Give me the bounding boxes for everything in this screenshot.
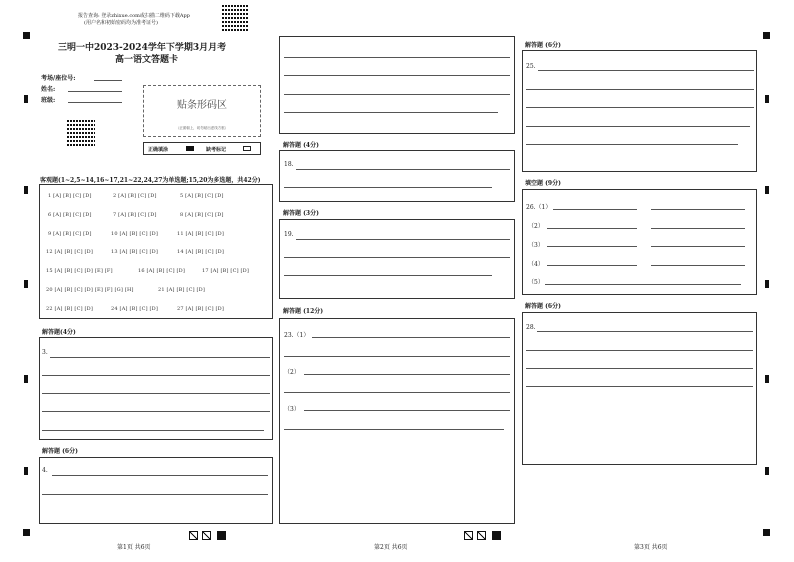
mc-item[interactable]: 20 [A] [B] [C] [D] [E] [F] [G] [H] — [46, 287, 134, 293]
q18-answer-box[interactable] — [279, 150, 515, 202]
correct-fill-sample-icon — [186, 146, 194, 151]
mc-item[interactable]: 10 [A] [B] [C] [D] — [111, 231, 159, 237]
q28-header: 解答题 (6分) — [525, 303, 561, 310]
q19-header: 解答题 (3分) — [283, 210, 319, 217]
mc-item[interactable]: 12 [A] [B] [C] [D] — [46, 249, 94, 255]
q3-header: 解答题(4分) — [42, 329, 76, 336]
timing-mark — [765, 375, 769, 383]
q17-answer-box[interactable] — [279, 36, 515, 134]
mc-item[interactable]: 14 [A] [B] [C] [D] — [177, 249, 225, 255]
mc-item[interactable]: 7 [A] [B] [C] [D] — [113, 212, 157, 218]
name-label: 姓名: — [41, 86, 56, 93]
barcode-area — [143, 85, 261, 137]
q26-answer-box[interactable] — [522, 189, 757, 295]
q23-header: 解答题 (12分) — [283, 308, 324, 315]
fiducial-mark-icon — [217, 531, 226, 540]
mc-item[interactable]: 6 [A] [B] [C] [D] — [48, 212, 92, 218]
corner-mark-bl — [23, 529, 30, 536]
mc-item[interactable]: 15 [A] [B] [C] [D] [E] [F] — [46, 268, 113, 274]
q23-part1: 23.（1） — [284, 332, 310, 339]
timing-mark — [765, 186, 769, 194]
objective-box — [39, 184, 273, 319]
mc-item[interactable]: 13 [A] [B] [C] [D] — [111, 249, 159, 255]
timing-mark — [24, 186, 28, 194]
fiducial-mark-icon — [477, 531, 486, 540]
top-note: 报告查询: 登录zhixue.com或扫描二维码下载App — [78, 13, 190, 19]
fiducial-mark-icon — [464, 531, 473, 540]
correct-fill-label: 正确填涂 — [148, 147, 169, 153]
q19-number: 19. — [284, 231, 294, 238]
seat-label: 考场/座位号: — [41, 75, 76, 82]
q3-number: 3. — [42, 349, 48, 356]
q25-number: 25. — [526, 63, 536, 70]
q18-number: 18. — [284, 161, 294, 168]
q4-number: 4. — [42, 467, 48, 474]
page-footer: 第1页 共6页 — [117, 544, 151, 551]
fiducial-mark-icon — [202, 531, 211, 540]
q26-part: （2） — [528, 223, 544, 230]
q26-part: （5） — [528, 279, 544, 286]
class-label: 班级: — [41, 97, 56, 104]
top-note-sub: (用户名和初始密码均为准考证号) — [84, 20, 158, 26]
timing-mark — [24, 95, 28, 103]
mc-item[interactable]: 17 [A] [B] [C] [D] — [202, 268, 250, 274]
exam-title: 三明一中2023-2024学年下学期3月月考 — [58, 43, 227, 53]
seat-field[interactable] — [94, 80, 122, 81]
barcode-hint: （正面朝上，切勿贴出虚线方框） — [175, 126, 229, 130]
q26-header: 填空题 (9分) — [525, 180, 561, 187]
mc-item[interactable]: 24 [A] [B] [C] [D] — [111, 306, 159, 312]
q18-header: 解答题 (4分) — [283, 142, 319, 149]
absent-mark-checkbox[interactable] — [243, 146, 251, 151]
q23-part3: （3） — [284, 406, 300, 413]
q23-answer-box[interactable] — [279, 318, 515, 524]
q25-answer-box[interactable] — [522, 50, 757, 172]
q28-answer-box[interactable] — [522, 312, 757, 465]
q26-part: （4） — [528, 261, 544, 268]
timing-mark — [24, 467, 28, 475]
mc-item[interactable]: 5 [A] [B] [C] [D] — [180, 193, 224, 199]
mc-item[interactable]: 8 [A] [B] [C] [D] — [180, 212, 224, 218]
objective-header: 客观题(1~2,5~14,16~17,21~22,24,27为单选题;15,20为多选题，共42分) — [40, 177, 261, 184]
fiducial-mark-icon — [189, 531, 198, 540]
mc-item[interactable]: 16 [A] [B] [C] [D] — [138, 268, 186, 274]
mc-item[interactable]: 1 [A] [B] [C] [D] — [48, 193, 92, 199]
corner-mark-tr — [763, 32, 770, 39]
qr-code-icon — [67, 120, 95, 146]
barcode-label: 贴条形码区 — [177, 100, 227, 111]
qr-code-icon — [222, 5, 248, 31]
mc-item[interactable]: 21 [A] [B] [C] [D] — [158, 287, 206, 293]
mc-item[interactable]: 11 [A] [B] [C] [D] — [177, 231, 225, 237]
page-footer: 第2页 共6页 — [374, 544, 408, 551]
q26-part: （3） — [528, 242, 544, 249]
mc-item[interactable]: 27 [A] [B] [C] [D] — [177, 306, 225, 312]
timing-mark — [765, 280, 769, 288]
corner-mark-br — [763, 529, 770, 536]
fill-legend — [143, 142, 261, 155]
absent-mark-label: 缺考标记 — [206, 147, 227, 153]
q23-part2: （2） — [284, 369, 300, 376]
corner-mark-tl — [23, 32, 30, 39]
q4-header: 解答题 (6分) — [42, 448, 78, 455]
page-footer: 第3页 共6页 — [634, 544, 668, 551]
q19-answer-box[interactable] — [279, 219, 515, 299]
q3-answer-box[interactable] — [39, 337, 273, 440]
timing-mark — [765, 95, 769, 103]
q26-part: 26.（1） — [526, 204, 552, 211]
q28-number: 28. — [526, 324, 536, 331]
q25-header: 解答题 (6分) — [525, 42, 561, 49]
timing-mark — [24, 375, 28, 383]
timing-mark — [765, 467, 769, 475]
fiducial-mark-icon — [492, 531, 501, 540]
exam-subtitle: 高一语文答题卡 — [115, 55, 179, 65]
name-field[interactable] — [68, 91, 122, 92]
mc-item[interactable]: 22 [A] [B] [C] [D] — [46, 306, 94, 312]
q4-answer-box[interactable] — [39, 457, 273, 524]
class-field[interactable] — [68, 102, 122, 103]
mc-item[interactable]: 2 [A] [B] [C] [D] — [113, 193, 157, 199]
timing-mark — [24, 280, 28, 288]
mc-item[interactable]: 9 [A] [B] [C] [D] — [48, 231, 92, 237]
